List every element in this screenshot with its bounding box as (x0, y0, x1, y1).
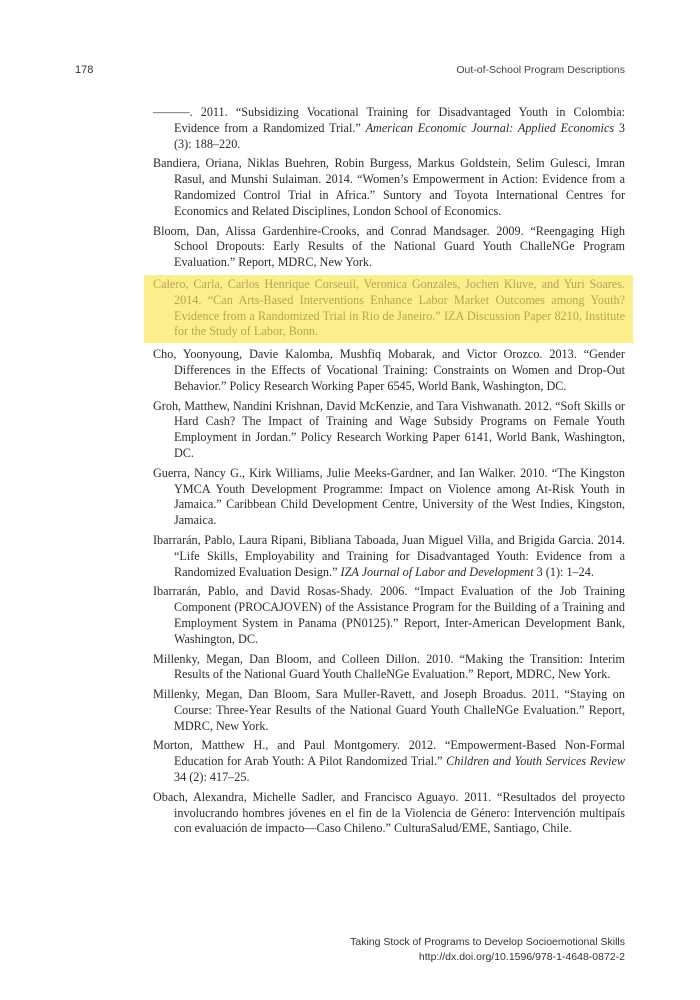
reference-entry (153, 790, 625, 837)
page-footer (350, 935, 625, 965)
reference-text: Ibarrarán, Pablo, and David Rosas-Shady. 2006. “Impact Evaluation of the Job Training Component (PROCAJOVEN) of the Assistance Program for the Building of a Training and Employment System in Panama (PN0125).” Report, Inter-American Development Bank, Washington, DC. (153, 584, 625, 646)
reference-citation: 3 (3): 188–220. (174, 120, 625, 151)
reference-entry (153, 105, 625, 152)
reference-text: Millenky, Megan, Dan Bloom, Sara Muller-Ravett, and Joseph Broadus. 2011. “Staying on Course: Three-Year Results of the National Guard Youth ChalleNGe Evaluation.” Report, MDRC, New York. (153, 687, 625, 733)
reference-entry (153, 347, 625, 394)
reference-text: Morton, Matthew H., and Paul Montgomery. 2012. “Empowerment-Based Non-Formal Education for Arab Youth: A Pilot Randomized Trial.” (153, 738, 625, 769)
reference-text: ———. 2011. “Subsidizing Vocational Training for Disadvantaged Youth in Colombia: Evidence from a Randomized Trial.” (153, 105, 625, 135)
reference-text: Bandiera, Oriana, Niklas Buehren, Robin Burgess, Markus Goldstein, Selim Gulesci, Imran Rasul, and Munshi Sulaiman. 2014. “Women’s Empowerment in Action: Evidence from a Randomized Control Trial in Africa.” Suntory and Toyota International Centres for Economics and Related Disciplines, London School of Economics. (153, 156, 625, 218)
reference-entry (153, 584, 625, 647)
reference-entry (153, 399, 625, 462)
reference-entry (153, 687, 625, 734)
reference-entry (153, 652, 625, 684)
book-title: Taking Stock of Programs to Develop Socioemotional Skills (350, 936, 625, 948)
reference-citation: 34 (2): 417–25. (174, 770, 250, 785)
reference-text: Calero, Carla, Carlos Henrique Corseuil, Veronica Gonzales, Jochen Kluve, and Yuri Soares. 2014. “Can Arts-Based Interventions Enhance Labor Market Outcomes among Youth? Evidence from a Randomized Trial in Rio de Janeiro.” IZA Discussion Paper 8210, Institute for the Study of Labor, Bonn. (153, 276, 625, 339)
running-head: Out-of-School Program Descriptions (456, 64, 625, 76)
reference-journal: IZA Journal of Labor and Development (340, 564, 534, 579)
page-number: 178 (75, 64, 94, 76)
highlighted-reference-entry (144, 275, 633, 343)
reference-entry (153, 224, 625, 271)
reference-journal: Children and Youth Services Review (446, 754, 625, 769)
reference-entry (153, 738, 625, 785)
reference-list (153, 105, 625, 841)
reference-text: Millenky, Megan, Dan Bloom, and Colleen Dillon. 2010. “Making the Transition: Interim Results of the National Guard Youth ChalleNGe Evaluation.” Report, MDRC, New York. (153, 651, 625, 682)
reference-text: Guerra, Nancy G., Kirk Williams, Julie Meeks-Gardner, and Ian Walker. 2010. “The Kingston YMCA Youth Development Programme: Impact on Violence among At-Risk Youth in Jamaica.” Caribbean Child Development Centre, University of the West Indies, Kingston, Jamaica. (153, 465, 625, 528)
doi-link[interactable]: http://dx.doi.org/10.1596/978-1-4648-0872-2 (418, 951, 625, 963)
reference-citation: 3 (1): 1–24. (533, 564, 594, 579)
reference-entry (153, 466, 625, 529)
reference-text: Obach, Alexandra, Michelle Sadler, and Francisco Aguayo. 2011. “Resultados del proyecto involucrando hombres jóvenes en el fin de la Violencia de Género: Intervención multipaís con evaluación de impacto—Caso Chileno.” CulturaSalud/EME, Santiago, Chile. (153, 789, 625, 836)
reference-text: Ibarrarán, Pablo, Laura Ripani, Bibliana Taboada, Juan Miguel Villa, and Brigida Garcia. 2014. “Life Skills, Employability and Training for Disadvantaged Youth: Evidence from a Randomized Evaluation Design.” (153, 532, 625, 579)
reference-text: Cho, Yoonyoung, Davie Kalomba, Mushfiq Mobarak, and Victor Orozco. 2013. “Gender Differences in the Effects of Vocational Training: Constraints on Women and Drop-Out Behavior.” Policy Research Working Paper 6545, World Bank, Washington, DC. (153, 347, 625, 393)
reference-entry (153, 156, 625, 219)
reference-entry (153, 533, 625, 580)
reference-text: Groh, Matthew, Nandini Krishnan, David McKenzie, and Tara Vishwanath. 2012. “Soft Skills or Hard Cash? The Impact of Training and Wage Subsidy Programs on Female Youth Employment in Jordan.” Policy Research Working Paper 6141, World Bank, Washington, DC. (153, 398, 625, 460)
reference-journal: American Economic Journal: Applied Economics (365, 120, 615, 135)
reference-text: Bloom, Dan, Alissa Gardenhire-Crooks, and Conrad Mandsager. 2009. “Reengaging High School Dropouts: Early Results of the National Guard Youth ChalleNGe Program Evaluation.” Report, MDRC, New York. (153, 223, 625, 270)
